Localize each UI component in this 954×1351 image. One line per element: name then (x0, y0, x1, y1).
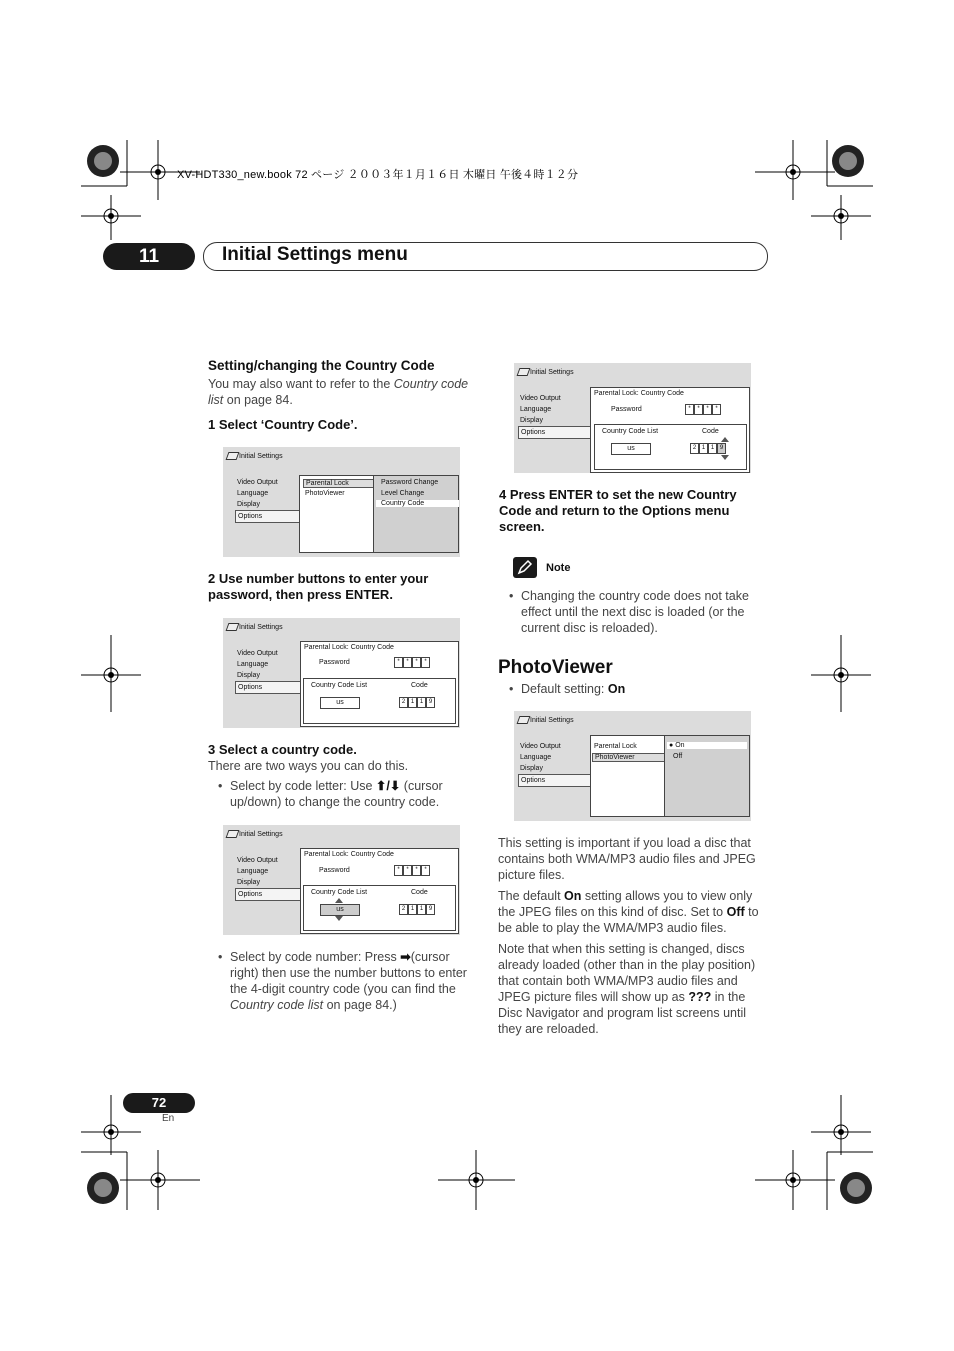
step-3: 3 Select a country code. (208, 742, 357, 757)
note-icon (513, 557, 537, 578)
step-2: 2 Use number buttons to enter your password, then press ENTER. (208, 571, 429, 602)
chapter-number: 11 (103, 243, 195, 270)
file-info-line: XV-HDT330_new.book 72 ページ ２００３年１月１６日 木曜日 午後４時１２分 (177, 169, 579, 181)
photoviewer-para-1: This setting is important if you load a disc that contains both WMA/MP3 audio files and JPEG picture files. (498, 836, 756, 882)
osd-screen-5: Initial Settings Video Output Language Display Options Parental Lock PhotoViewer ● On Off (514, 711, 751, 821)
osd-menu: Video Output Language Display Options (237, 477, 304, 523)
note-text: • Changing the country code does not take effect until the next disc is loaded (or the current disc is reloaded). (521, 588, 765, 636)
section-heading: Setting/changing the Country Code (208, 358, 435, 373)
osd-screen-1: Initial Settings Video Output Language Display Options Parental Lock PhotoViewer Password Change Level Change Country Code (223, 447, 460, 557)
cursor-down-icon (335, 916, 343, 921)
language-code: En (162, 1113, 175, 1124)
step-1: 1 Select ‘Country Code’. (208, 417, 358, 432)
photoviewer-heading: PhotoViewer (498, 657, 613, 678)
cursor-up-icon (335, 898, 343, 903)
step-4: 4 Press ENTER to set the new Country Code and return to the Options menu screen. (499, 487, 737, 534)
bullet-code-letter: • Select by code letter: Use ⬆/⬇ (cursor up/down) to change the country code. (230, 778, 470, 810)
chapter-title: Initial Settings menu (222, 244, 408, 265)
cursor-up-icon (721, 437, 729, 442)
intro-text: You may also want to refer to the Country code list on page 84. (208, 377, 469, 407)
settings-icon (226, 623, 240, 631)
page-number: 72 (123, 1093, 195, 1113)
settings-icon (226, 452, 240, 460)
osd-screen-4: Initial Settings Video Output Language Display Options Parental Lock: Country Code Password * * * * Country Code List Code us 2 1 1 9 (514, 363, 751, 473)
photoviewer-para-3: Note that when this setting is changed, discs already loaded (other than in the play position) that contain both WMA/MP3 audio files and JPEG picture files will show up as ??? in the Disc Navigator and program list screens until they are reloaded. (498, 942, 756, 1036)
settings-icon (517, 716, 531, 724)
settings-icon (226, 830, 240, 838)
settings-icon (517, 368, 531, 376)
osd-screen-3: Initial Settings Video Output Language Display Options Parental Lock: Country Code Password * * * * Country Code List Code us 2 1 1 9 (223, 825, 460, 935)
cursor-down-icon (721, 455, 729, 460)
step-3-body: There are two ways you can do this. (208, 759, 409, 773)
note-label: Note (546, 562, 571, 574)
photoviewer-para-2: The default On setting allows you to view only the JPEG files on this kind of disc. Set to Off to be able to play the WMA/MP3 audio files. (498, 889, 759, 935)
osd-title: Initial Settings (239, 453, 283, 460)
osd-screen-2: Initial Settings Video Output Language Display Options Parental Lock: Country Code Password * * * * Country Code List Code us 2 1 1 9 (223, 618, 460, 728)
bullet-code-number: • Select by code number: Press ➡(cursor right) then use the number buttons to enter the 4-digit country code (you can find the Country code list on page 84.) (230, 949, 470, 1013)
photoviewer-default: • Default setting: On (521, 681, 625, 697)
